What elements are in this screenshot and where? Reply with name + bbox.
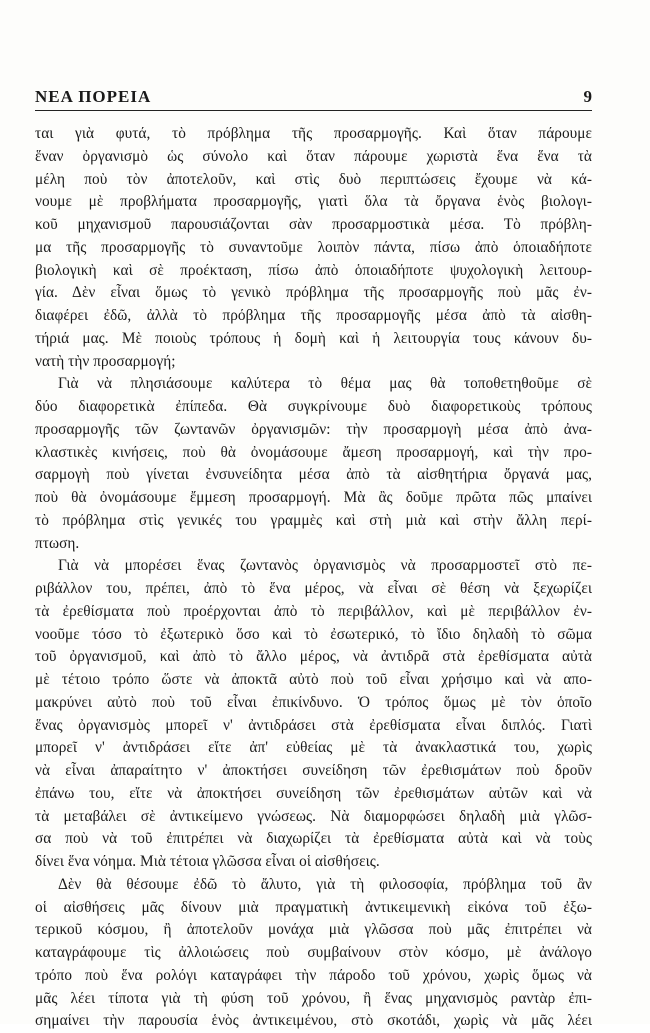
- paragraph: [35, 123, 592, 373]
- text-line: τὰ ἐρεθίσματα ποὺ προέρχονται ἀπὸ τὸ περιβάλλον, καὶ μὲ περιβάλλον ἐν-: [35, 602, 592, 620]
- body-text: [35, 123, 592, 1033]
- text-line: σημαίνει τὴν παρουσία ἑνὸς ἀντικειμένου, στὸ σκοτάδι, χωρὶς νὰ μᾶς λέει: [35, 1012, 592, 1030]
- text-line: δύο διαφορετικὰ ἐπίπεδα. Θὰ συγκρίνουμε δυὸ διαφορετικοὺς τρόπους: [35, 398, 592, 415]
- text-line: δίνει ἕνα νόημα. Μιὰ τέτοια γλῶσσα εἶναι οἱ αἰσθήσεις.: [35, 853, 380, 870]
- text-line: τερικοῦ κόσμου, ἢ ἀποτελοῦν μονάχα μιὰ γλῶσσα ποὺ μᾶς ἐπιτρέπει νὰ: [35, 921, 592, 939]
- text-line: πτωση.: [35, 534, 80, 552]
- text-line: προσαρμογῆς τῶν ζωντανῶν ὀργανισμῶν: τὴν προσαρμογὴ μέσα ἀπὸ ἀνα-: [35, 420, 592, 438]
- text-line: μπορεῖ ν' ἀντιδράσει εἴτε ἀπ' εὐθείας μὲ τὰ ἀνακλαστικά του, χωρὶς: [35, 739, 592, 757]
- paragraph: [35, 555, 592, 874]
- text-line: νὰ εἶναι ἀπαραίτητο ν' ἀποκτήσει συνείδηση τῶν ἐρεθισμάτων ποὺ δροῦν: [35, 762, 592, 779]
- journal-title: ΝΕΑ ΠΟΡΕΙΑ: [35, 87, 152, 106]
- text-line: μέλη ποὺ τὸν ἀποτελοῦν, καὶ στὶς δυὸ περιπτώσεις ἔχουμε νὰ κά-: [35, 170, 592, 188]
- text-line: ἕνας ὀργανισμὸς μπορεῖ ν' ἀντιδράσει στὰ ἐρεθίσματα εἶναι διπλός. Γιατὶ: [35, 716, 592, 734]
- text-line: Γιὰ νὰ μπορέσει ἕνας ζωντανὸς ὀργανισμὸς νὰ προσαρμοστεῖ στὸ πε-: [58, 557, 592, 575]
- text-line: ριβάλλον του, πρέπει, ἀπὸ τὸ ἕνα μέρος, νὰ εἶναι σὲ θέση νὰ ξεχωρίζει: [35, 580, 592, 597]
- text-line: ποὺ θὰ ὀνομάσουμε ἔμμεση προσαρμογή. Μὰ ἂς δοῦμε πρῶτα πῶς μπαίνει: [35, 489, 592, 506]
- text-line: βιολογικὴ καὶ σὲ προέκταση, πίσω ἀπὸ ὁποιαδήποτε ψυχολογικὴ λειτουρ-: [35, 261, 592, 279]
- text-line: Δὲν θὰ θέσουμε ἐδῶ τὸ ἄλυτο, γιὰ τὴ φιλοσοφία, πρόβλημα τοῦ ἂν: [58, 875, 592, 893]
- page-number: 9: [583, 87, 592, 106]
- text-line: μὲ τέτοιο τρόπο ὥστε νὰ ἀποκτᾶ αὐτὸ ποὺ τοῦ εἶναι χρήσιμο καὶ νὰ απο-: [35, 671, 592, 688]
- text-line: κοῦ μηχανισμοῦ παρουσιάζονται σὰν προσαρμοστικὰ μέσα. Τὸ πρόβλη-: [35, 216, 592, 233]
- text-line: τήριά μας. Μὲ ποιοὺς τρόπους ἡ δομὴ καὶ ἡ λειτουργία τους κάνουν δυ-: [35, 329, 592, 347]
- text-line: γία. Δὲν εἶναι ὅμως τὸ γενικὸ πρόβλημα τῆς προσαρμογῆς ποὺ μᾶς ἐν-: [35, 284, 592, 302]
- text-line: ἐπάνω του, εἴτε νὰ ἀποκτήσει συνείδηση τῶν ἐρεθισμάτων αὐτῶν καὶ νὰ: [35, 784, 592, 802]
- text-line: νουμε μὲ προβλήματα προσαρμογῆς, γιατὶ ὅλα τὰ ὄργανα ἑνὸς βιολογι-: [35, 193, 592, 211]
- text-line: τρόπο ποὺ ἕνα ρολόγι καταγράφει τὴν πάροδο τοῦ χρόνου, χωρὶς ὅμως νὰ: [35, 966, 592, 984]
- text-line: κλαστικὲς κινήσεις, ποὺ θὰ ὀνομάσουμε ἄμεση προσαρμογή, καὶ τὴν προ-: [35, 443, 592, 461]
- text-line: Γιὰ νὰ πλησιάσουμε καλύτερα τὸ θέμα μας θὰ τοποθετηθοῦμε σὲ: [58, 375, 592, 393]
- text-line: τοῦ ὀργανισμοῦ, καὶ ἀπὸ τὸ ἄλλο μέρος, νὰ ἀντιδρᾶ στὰ ἐρεθίσματα αὐτὰ: [35, 648, 592, 666]
- text-line: ται γιὰ φυτά, τὸ πρόβλημα τῆς προσαρμογῆς. Καὶ ὅταν πάρουμε: [35, 125, 592, 142]
- text-line: τὰ μεταβάλει σὲ ἀντικείμενο γνώσεως. Νὰ διαμορφώσει δηλαδὴ μιὰ γλῶσ-: [35, 807, 592, 825]
- text-line: σα ποὺ νὰ τοῦ ἐπιτρέπει νὰ διαχωρίζει τὰ ἐρεθίσματα αὐτὰ καὶ νὰ τοὺς: [35, 830, 592, 848]
- text-line: νοοῦμε τόσο τὸ ἐξωτερικὸ ὅσο καὶ τὸ ἐσωτερικό, τὸ ἴδιο δηλαδὴ τὸ σῶμα: [35, 625, 592, 643]
- text-line: οἱ αἰσθήσεις μᾶς δίνουν μιὰ πραγματικὴ ἀντικειμενικὴ εἰκόνα τοῦ ἐξω-: [35, 898, 592, 916]
- paragraph: [35, 874, 592, 1033]
- text-line: διαφέρει ἐδῶ, ἀλλὰ τὸ πρόβλημα τῆς προσαρμογῆς μέσα ἀπὸ τὰ αἰσθη-: [35, 307, 592, 324]
- text-line: μα τῆς προσαρμογῆς τὸ συναντοῦμε λοιπὸν πάντα, πίσω ἀπὸ ὁποιαδήποτε: [35, 238, 592, 256]
- text-line: μᾶς λέει τίποτα γιὰ τὴ φύση τοῦ χρόνου, ἢ ἕνας μηχανισμὸς ραντὰρ ἐπι-: [35, 989, 592, 1007]
- text-line: ἕναν ὀργανισμὸ ὡς σύνολο καὶ ὅταν πάρουμε χωριστὰ ἕνα ἕνα τὰ: [35, 147, 592, 165]
- text-line: μακρύνει αὐτὸ ποὺ τοῦ εἶναι ἐπικίνδυνο. Ὁ τρόπος ὅμως μὲ τὸν ὁποῖο: [35, 693, 592, 711]
- text-line: σαρμογὴ ποὺ γίνεται ἐνσυνείδητα μέσα ἀπὸ τὰ αἰσθητήρια ὄργανά μας,: [35, 466, 592, 484]
- running-header: [35, 84, 592, 111]
- text-line: τὸ πρόβλημα στὶς γενικές του γραμμὲς καὶ στὴ μιὰ καὶ στὴν ἄλλη περί-: [35, 511, 592, 529]
- text-line: καταγράφουμε τὶς ἀλλοιώσεις ποὺ συμβαίνουν στὸν κόσμο, μὲ ἀνάλογο: [35, 944, 592, 961]
- text-line: νατὴ τὴν προσαρμογή;: [35, 352, 176, 370]
- paragraph: [35, 373, 592, 555]
